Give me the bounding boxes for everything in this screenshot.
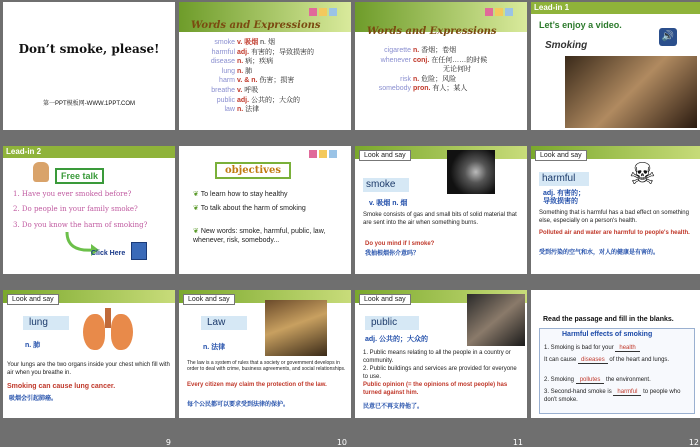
vocab-word: cigarette xyxy=(384,47,411,54)
answer-blank: harmful xyxy=(613,389,641,396)
word-definition: n. 法律 xyxy=(203,344,226,351)
passage-subtitle: Harmful effects of smoking xyxy=(562,331,653,338)
passage-line xyxy=(544,345,694,353)
section-tag: Look and say xyxy=(359,150,411,161)
vocab-word: smoke xyxy=(214,39,235,46)
vocab-word: risk xyxy=(400,75,411,83)
vocab-meaning: n. 烟 xyxy=(258,39,275,46)
decor-square xyxy=(319,150,327,158)
passage-text: 1. Smoking is bad for your xyxy=(544,345,614,351)
question-1: 1. Have you ever smoked before? xyxy=(13,190,132,198)
vocab-row xyxy=(359,46,525,56)
word-definition: adj. 有害的； 导致损害的 xyxy=(543,190,586,205)
word-explanation: Something that is harmful has a bad effect on something else, especially on a person's health. xyxy=(539,210,689,224)
vocab-word: public xyxy=(216,96,235,104)
vocab-pos: v. & n. xyxy=(236,77,258,85)
word-box: Law xyxy=(201,316,247,330)
vocab-row xyxy=(359,84,525,94)
section-tag: Lead-in 2 xyxy=(6,147,42,156)
vocab-row xyxy=(183,105,349,115)
vocab-word: whenever xyxy=(380,56,411,64)
definition-text: v. 吸烟 n. 烟 xyxy=(369,200,408,207)
vocab-row xyxy=(183,67,349,77)
example-translation: 我抽根烟你介意吗？ xyxy=(365,251,420,257)
answer-blank: health xyxy=(615,345,639,352)
slide-canvas xyxy=(3,146,175,274)
vocab-meaning: 有害的；导致损害的 xyxy=(249,48,314,56)
video-title: Smoking xyxy=(545,40,588,51)
objectives-title: objectives xyxy=(215,162,291,179)
objective-text: To talk about the harm of smoking xyxy=(200,205,306,212)
vocab-row xyxy=(183,96,349,106)
objective-item xyxy=(193,204,343,213)
leaf-icon: ❦ xyxy=(193,228,201,235)
decor-square xyxy=(309,150,317,158)
vocab-meaning: 公共的；大众的 xyxy=(249,96,300,104)
leaf-icon: ❦ xyxy=(193,191,201,198)
example-translation: 吸烟会引起肺癌。 xyxy=(9,396,58,402)
slide-canvas xyxy=(531,290,700,418)
leaf-icon: ❦ xyxy=(193,205,201,212)
answer-blank: pollutes xyxy=(576,377,605,384)
question-3: 3. Do you know the harm of smoking? xyxy=(13,221,148,229)
click-here-link[interactable]: Click Here xyxy=(91,250,126,257)
vocab-pos: n. xyxy=(412,47,420,54)
passage-box xyxy=(539,328,695,414)
word-definition: adj. 公共的；大众的 xyxy=(365,336,429,343)
slide-thumbnail-12[interactable] xyxy=(531,290,700,447)
section-tag: Look and say xyxy=(7,294,59,305)
vocab-meaning: 危险；风险 xyxy=(419,75,457,83)
vocab-pos: adj. xyxy=(236,96,250,104)
slide-heading: Words and Expressions xyxy=(367,26,497,37)
slide-thumbnail-8[interactable] xyxy=(531,146,700,288)
vocab-word: harm xyxy=(219,77,235,85)
word-explanation-1: 1. Public means relating to all the people in a country or community. xyxy=(363,350,511,364)
slide-title: Don’t smoke, please! xyxy=(18,42,160,56)
skull-icon: ☠ xyxy=(629,158,656,191)
speaker-icon[interactable]: 🔊 xyxy=(659,28,677,46)
section-tag: Look and say xyxy=(183,294,235,305)
word-definition xyxy=(369,200,407,208)
objective-item xyxy=(193,190,343,199)
vocab-row xyxy=(183,38,349,48)
vocab-pos: pron. xyxy=(412,85,431,93)
vocab-meaning: 法律 xyxy=(243,106,260,114)
slide-canvas xyxy=(355,2,527,130)
vocab-meaning: 伤害；损害 xyxy=(257,77,295,85)
lung-right-icon xyxy=(111,314,133,350)
slide-canvas xyxy=(355,146,527,274)
slide-footer: 第一PPT模板网-WWW.1PPT.COM xyxy=(43,101,135,107)
vocab-row xyxy=(183,48,349,58)
scales-photo xyxy=(265,300,327,356)
decor-square xyxy=(495,8,503,16)
example-sentence: Do you mind if I smoke? xyxy=(365,241,435,247)
word-explanation: Your lungs are the two organs inside your chest which fill with air when you breathe in. xyxy=(7,362,170,376)
vocab-word: breathe xyxy=(211,86,235,94)
lung-left-icon xyxy=(83,314,105,350)
slide-number: 11 xyxy=(512,438,523,447)
passage-text: 3. Second-hand smoke is xyxy=(544,389,612,395)
example-translation: 民意已不再支持他了。 xyxy=(363,404,424,410)
video-thumbnail[interactable] xyxy=(565,56,697,128)
slide-number: 10 xyxy=(336,438,347,447)
slide-title: Let’s enjoy a video. xyxy=(539,20,622,30)
slide-thumbnail-4[interactable] xyxy=(531,2,700,144)
smoke-photo xyxy=(447,150,495,194)
decor-square xyxy=(319,8,327,16)
lungs-illustration xyxy=(81,308,137,352)
word-box: lung xyxy=(23,316,69,330)
passage-line xyxy=(544,389,694,404)
decor-square xyxy=(309,8,317,16)
passage-line xyxy=(544,377,694,385)
slide-canvas xyxy=(531,146,700,274)
slide-thumbnail-9[interactable] xyxy=(3,290,175,447)
section-tag: Look and say xyxy=(535,150,587,161)
vocab-word: law xyxy=(224,106,235,114)
vocab-pos: n. xyxy=(236,67,244,75)
cartoon-icon xyxy=(33,162,49,182)
slide-thumbnail-1[interactable] xyxy=(3,2,175,144)
vocab-list xyxy=(359,46,525,94)
vocab-meaning: 在任何……的时候 xyxy=(429,56,488,64)
passage-text: It can cause xyxy=(544,357,577,363)
slide-canvas xyxy=(3,2,175,130)
trachea-icon xyxy=(105,308,111,328)
slide-canvas xyxy=(531,2,700,130)
decor-square xyxy=(485,8,493,16)
slide-thumbnail-5[interactable] xyxy=(3,146,175,288)
passage-text: of the heart and lungs. xyxy=(609,357,670,363)
slide-number: 12 xyxy=(688,438,699,447)
slide-number: 9 xyxy=(165,438,171,447)
passage-text: 2. Smoking xyxy=(544,377,575,383)
vocab-row xyxy=(359,75,525,85)
vocab-meaning: 肺 xyxy=(243,67,253,75)
vocab-meaning: 无论何时 xyxy=(443,66,471,74)
decor-square xyxy=(505,8,513,16)
slide-thumbnail-10[interactable] xyxy=(179,290,351,447)
vocab-row xyxy=(359,56,525,66)
vocab-word: harmful xyxy=(211,48,235,56)
section-tag: Look and say xyxy=(359,294,411,305)
example-sentence: Public opinion (= the opinions of most people) has turned against him. xyxy=(363,382,508,396)
vocab-pos: n. xyxy=(412,75,420,83)
decor-square xyxy=(329,8,337,16)
slide-heading: Words and Expressions xyxy=(191,20,321,31)
vocab-row xyxy=(359,65,525,75)
vocab-row xyxy=(183,57,349,67)
document-icon xyxy=(131,242,147,260)
word-explanation-2: 2. Public buildings and services are provided for everyone to use. xyxy=(363,366,517,380)
vocab-meaning: 香烟；卷烟 xyxy=(419,47,457,54)
vocab-meaning: 病；疾病 xyxy=(243,58,274,66)
vocab-list xyxy=(183,38,349,115)
slide-canvas xyxy=(179,146,351,274)
word-box: harmful xyxy=(539,172,589,186)
example-translation: 受到污染的空气和水，对人的健康是有害的。 xyxy=(539,250,660,256)
word-explanation: The law is a system of rules that a society or government develops in order to deal with crime, business agreements, and social relationships. xyxy=(187,360,346,373)
answer-blank: diseases xyxy=(578,357,608,364)
slide-canvas xyxy=(179,2,351,130)
decor-square xyxy=(329,150,337,158)
vocab-word: somebody xyxy=(378,85,411,93)
vocab-pos: n. xyxy=(236,106,244,114)
vocab-meaning: 呼吸 xyxy=(242,86,259,94)
vocab-word: lung xyxy=(221,67,235,75)
slide-thumbnail-11[interactable] xyxy=(355,290,527,447)
objective-text: To learn how to stay healthy xyxy=(200,191,288,198)
example-sentence: Smoking can cause lung cancer. xyxy=(7,383,116,390)
vocab-pos: conj. xyxy=(412,56,430,64)
vocab-pos: v. xyxy=(236,86,243,94)
slide-canvas xyxy=(179,290,351,418)
section-tag: Lead-in 1 xyxy=(534,3,570,12)
slide-canvas xyxy=(3,290,175,418)
objective-text: New words: smoke, harmful, public, law, whenever, risk, somebody... xyxy=(193,228,326,244)
example-sentence: Polluted air and water are harmful to people's health. xyxy=(539,230,690,236)
objective-item xyxy=(193,227,343,245)
slide-thumbnail-2[interactable] xyxy=(179,2,351,144)
passage-text: the environment. xyxy=(606,377,651,383)
vocab-word: disease xyxy=(210,58,235,66)
vocab-pos: v. 吸烟 xyxy=(236,39,259,46)
word-definition: n. 肺 xyxy=(25,342,41,349)
word-box: smoke xyxy=(363,178,409,192)
vocab-pos: n. xyxy=(236,58,244,66)
passage-text: to people who don't smoke. xyxy=(544,389,681,403)
vocab-pos: adj. xyxy=(236,48,250,56)
slide-thumbnail-3[interactable] xyxy=(355,2,527,144)
slide-thumbnail-6[interactable] xyxy=(179,146,351,288)
slide-thumbnail-7[interactable] xyxy=(355,146,527,288)
question-2: 2. Do people in your family smoke? xyxy=(13,205,138,213)
vocab-row xyxy=(183,86,349,96)
example-translation: 每个公民都可以要求受到法律的保护。 xyxy=(187,402,290,408)
example-sentence: Every citizen may claim the protection of the law. xyxy=(187,382,327,388)
word-box: public xyxy=(365,316,419,330)
slide-canvas xyxy=(355,290,527,418)
public-photo xyxy=(467,294,525,346)
word-explanation: Smoke consists of gas and small bits of solid material that are sent into the air when something burns. xyxy=(363,212,517,226)
free-talk-box: Free talk xyxy=(55,168,104,184)
vocab-row xyxy=(183,76,349,86)
slide-title: Read the passage and fill in the blanks. xyxy=(543,316,674,323)
vocab-meaning: 有人；某人 xyxy=(430,85,468,93)
passage-line xyxy=(544,357,694,365)
